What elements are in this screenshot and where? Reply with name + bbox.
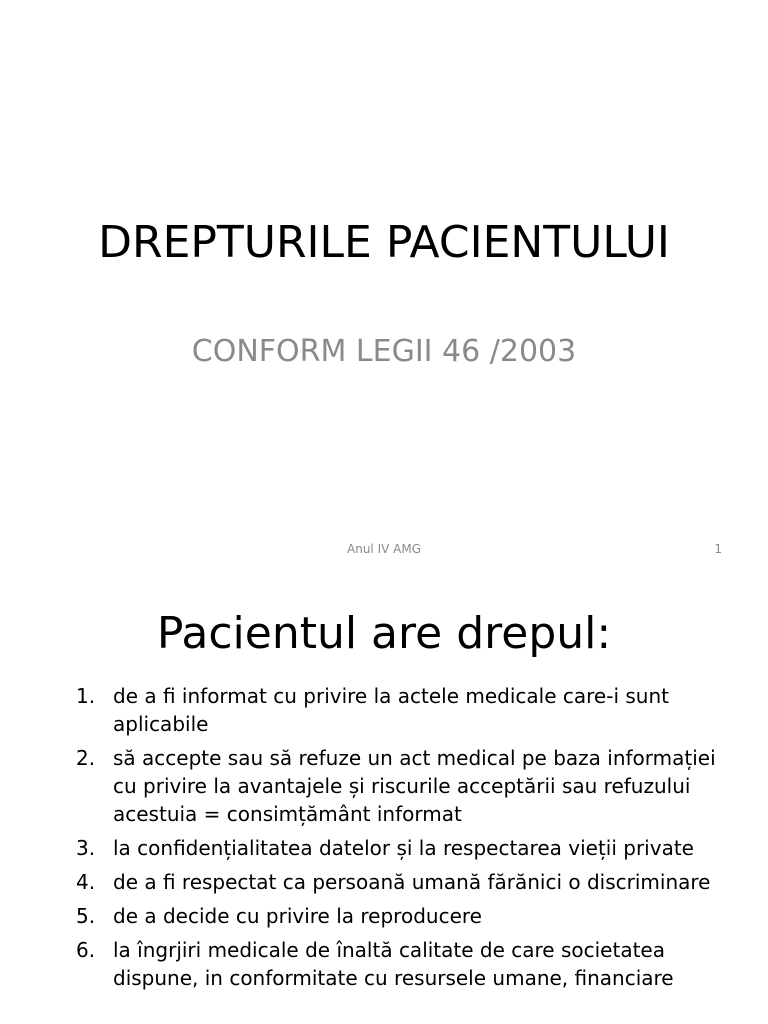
list-item-number: 1. [76,684,96,708]
list-item [76,744,736,828]
list-item [76,682,736,738]
list-item-text: de a fi informat cu privire la actele medicale care-i sunt aplicabile [113,684,669,736]
slide-title: Pacientul are drepul: [156,608,612,659]
rights-list [76,682,736,998]
list-item-text: la îngrjiri medicale de înaltă calitate de care societatea dispune, in conformitate cu resursele umane, financiare [113,938,674,990]
list-item-number: 5. [76,904,96,928]
list-item-number: 3. [76,836,96,860]
slide-2 [0,576,768,1024]
list-item-text: de a fi respectat ca persoană umană fărănici o discriminare [113,870,711,894]
list-item-text: să accepte sau să refuze un act medical pe baza informației cu privire la avantajele și riscurile acceptării sau refuzului acestuia = consimțământ informat [113,746,716,826]
slide-subtitle: CONFORM LEGII 46 /2003 [191,334,577,369]
list-item-number: 6. [76,938,96,962]
slide-footer: Anul IV AMG [347,542,421,556]
list-item [76,936,736,992]
list-item [76,834,736,862]
list-item-number: 2. [76,746,96,770]
list-item-text: de a decide cu privire la reproducere [113,904,482,928]
page-number: 1 [714,542,722,556]
list-item-number: 4. [76,870,96,894]
list-item [76,902,736,930]
list-item [76,868,736,896]
slide-title: DREPTURILE PACIENTULUI [98,217,670,268]
list-item-text: la confidențialitatea datelor și la respectarea vieții private [113,836,694,860]
